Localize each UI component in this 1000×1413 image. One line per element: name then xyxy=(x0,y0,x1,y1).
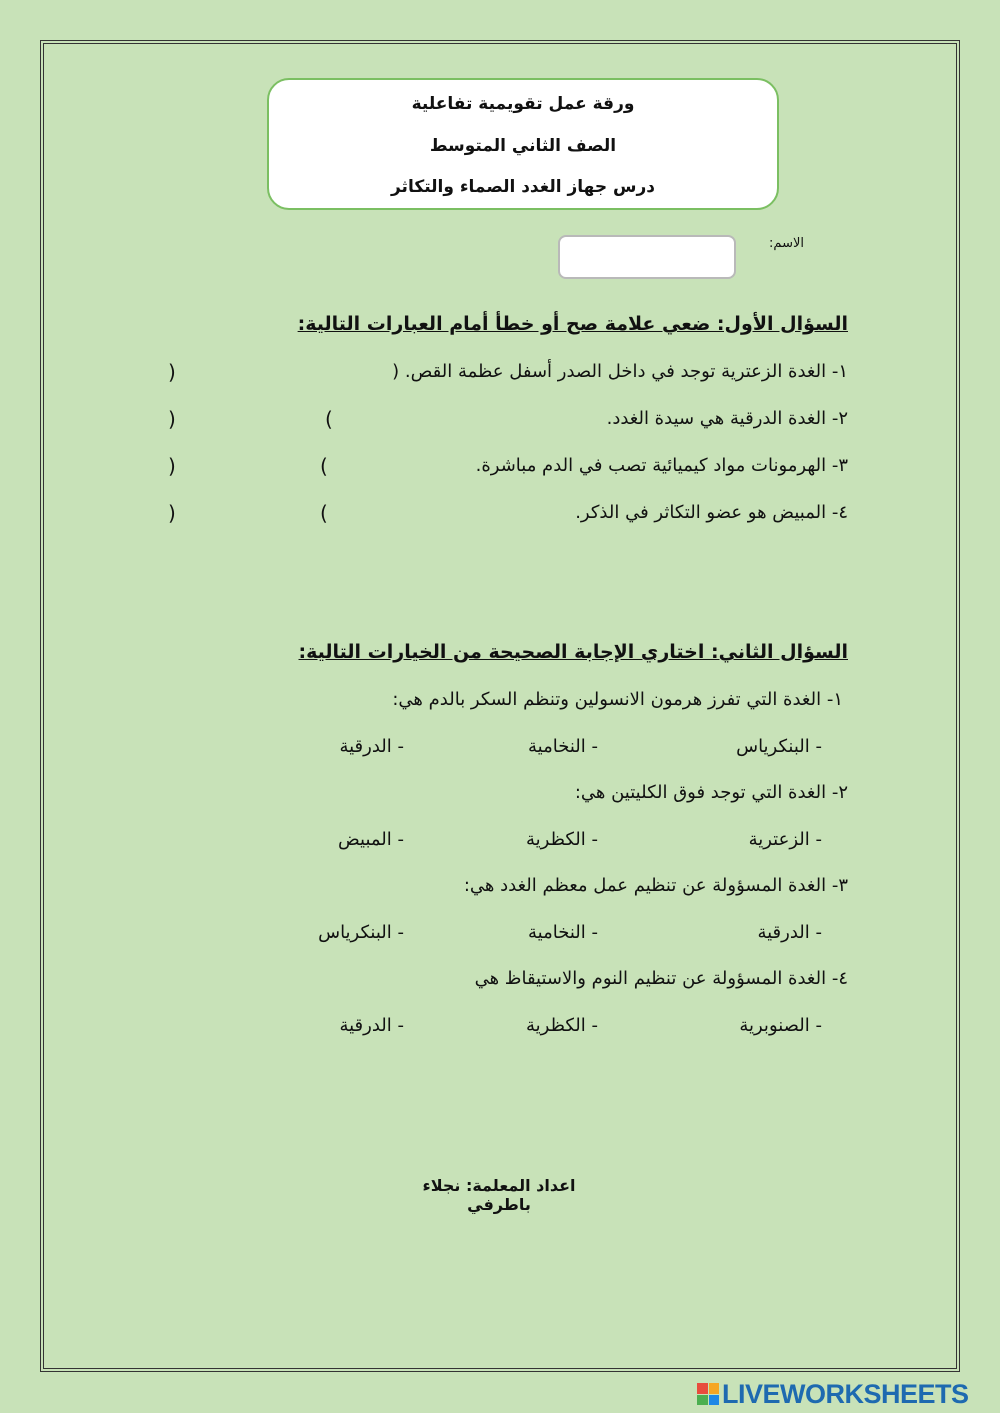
q1-statement-1: ١- الغدة الزعترية توجد في داخل الصدر أسفل عظمة القص. ( xyxy=(392,361,848,382)
q1-close-paren-1: ) xyxy=(168,360,176,384)
q2-2-option-b[interactable]: - الكظرية xyxy=(526,829,598,850)
q2-4-option-a[interactable]: - الصنوبرية xyxy=(739,1015,822,1036)
brand-text: LIVEWORKSHEETS xyxy=(722,1378,969,1409)
question1-heading: السؤال الأول: ضعي علامة صح أو خطأ أمام العبارات التالية: xyxy=(297,313,848,335)
q1-close-paren-4: ) xyxy=(168,501,176,525)
question2-heading: السؤال الثاني: اختاري الإجابة الصحيحة من الخيارات التالية: xyxy=(298,641,848,663)
q1-answer-4[interactable] xyxy=(184,503,318,531)
q1-close-paren-2: ) xyxy=(168,407,176,431)
q1-answer-2[interactable] xyxy=(184,409,323,437)
worksheet-title: ورقة عمل تقويمية تفاعلية xyxy=(411,94,635,114)
q2-4-option-b[interactable]: - الكظرية xyxy=(526,1015,598,1036)
author-credit: اعداد المعلمة: نجلاء باطرفي xyxy=(422,1176,576,1214)
q2-1-option-c[interactable]: - الدرقية xyxy=(339,736,404,757)
name-input[interactable] xyxy=(558,235,736,279)
q2-2-option-a[interactable]: - الزعترية xyxy=(748,829,822,850)
q2-3-option-c[interactable]: - البنكرياس xyxy=(318,922,404,943)
q1-answer-3[interactable] xyxy=(184,456,318,484)
title-box xyxy=(267,78,779,210)
liveworksheets-brand[interactable] xyxy=(697,1377,969,1411)
grade-label: الصف الثاني المتوسط xyxy=(429,136,617,156)
q2-1-option-b[interactable]: - النخامية xyxy=(528,736,598,757)
q1-close-paren-3: ) xyxy=(168,454,176,478)
q2-4-option-c[interactable]: - الدرقية xyxy=(339,1015,404,1036)
q2-question-2: ٢- الغدة التي توجد فوق الكليتين هي: xyxy=(574,782,848,803)
q1-open-paren-4: ( xyxy=(320,501,328,525)
liveworksheets-logo-icon xyxy=(697,1383,719,1405)
q1-open-paren-2: ( xyxy=(325,407,333,431)
q2-2-option-c[interactable]: - المبيض xyxy=(337,829,404,850)
q2-1-option-a[interactable]: - البنكرياس xyxy=(736,736,822,757)
lesson-title: درس جهاز الغدد الصماء والتكاثر xyxy=(390,177,655,197)
q2-3-option-b[interactable]: - النخامية xyxy=(528,922,598,943)
q1-answer-1[interactable] xyxy=(184,362,323,390)
q2-question-3: ٣- الغدة المسؤولة عن تنظيم عمل معظم الغدد هي: xyxy=(463,875,848,896)
q2-question-1: ١- الغدة التي تفرز هرمون الانسولين وتنظم السكر بالدم هي: xyxy=(392,689,843,710)
q1-open-paren-3: ( xyxy=(320,454,328,478)
q1-statement-4: ٤- المبيض هو عضو التكاثر في الذكر. xyxy=(575,502,848,523)
name-label: الاسم: xyxy=(769,236,804,251)
q2-3-option-a[interactable]: - الدرقية xyxy=(757,922,822,943)
q1-statement-3: ٣- الهرمونات مواد كيميائية تصب في الدم مباشرة. xyxy=(475,455,848,476)
q2-question-4: ٤- الغدة المسؤولة عن تنظيم النوم والاستيقاظ هي xyxy=(474,968,848,989)
q1-statement-2: ٢- الغدة الدرقية هي سيدة الغدد. xyxy=(606,408,848,429)
